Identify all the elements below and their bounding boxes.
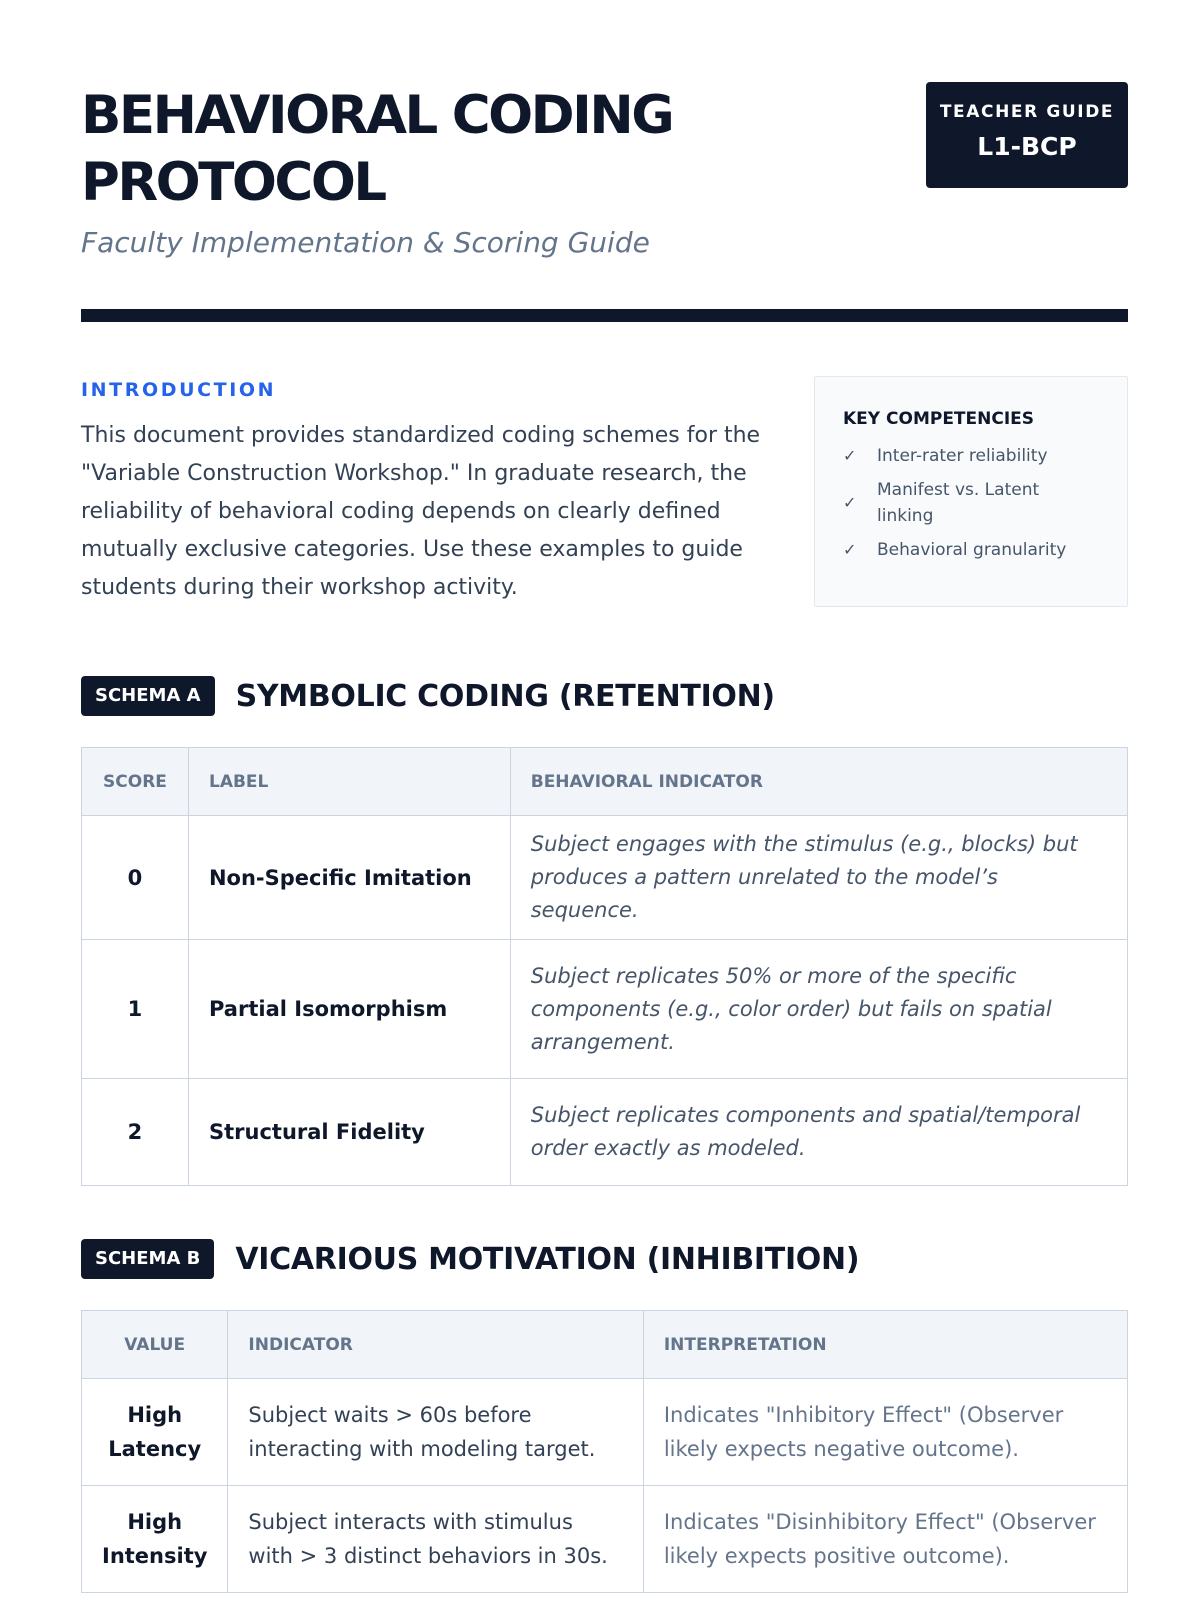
schema-b-tag: SCHEMA B (81, 1239, 214, 1279)
table-row (82, 816, 1128, 940)
table-row (82, 1379, 1128, 1486)
indicator-cell: Subject waits > 60s before interacting with modeling target. (228, 1379, 643, 1486)
list-item (843, 537, 1113, 563)
schema-b-table (81, 1310, 1128, 1593)
competencies-box (814, 376, 1128, 607)
score-cell: 2 (82, 1079, 189, 1186)
guide-badge (926, 82, 1128, 188)
intro-text: This document provides standardized coding schemes for the "Variable Construction Workshop." In graduate research, the reliability of behavioral coding depends on clearly defined mutually exclusive categories. Use these examples to guide students during their workshop activity. (81, 423, 761, 600)
list-item (843, 477, 1113, 529)
check-icon: ✓ (843, 493, 857, 512)
column-header-label: LABEL (188, 748, 510, 816)
guide-badge-code: L1-BCP (977, 132, 1077, 161)
check-icon: ✓ (843, 446, 857, 465)
column-header-score: SCORE (82, 748, 189, 816)
interpretation-cell: Indicates "Disinhibitory Effect" (Observer likely expects positive outcome). (643, 1486, 1127, 1593)
competencies-heading: KEY COMPETENCIES (843, 409, 1035, 429)
value-cell: High Latency (82, 1379, 228, 1486)
guide-badge-label: TEACHER GUIDE (939, 102, 1115, 122)
indicator-cell: Subject replicates 50% or more of the specific components (e.g., color order) but fails on spatial arrangement. (510, 940, 1127, 1079)
label-cell: Non-Specific Imitation (188, 816, 510, 940)
table-row (82, 940, 1128, 1079)
column-header-indicator: BEHAVIORAL INDICATOR (510, 748, 1127, 816)
schema-a-tag: SCHEMA A (81, 676, 215, 716)
column-header-interpretation: INTERPRETATION (643, 1311, 1127, 1379)
score-cell: 0 (82, 816, 189, 940)
indicator-cell: Subject interacts with stimulus with > 3 distinct behaviors in 30s. (228, 1486, 643, 1593)
indicator-cell: Subject engages with the stimulus (e.g., blocks) but produces a pattern unrelated to the model’s sequence. (510, 816, 1127, 940)
interpretation-cell: Indicates "Inhibitory Effect" (Observer likely expects negative outcome). (643, 1379, 1127, 1486)
competencies-list (843, 443, 1113, 571)
score-cell: 1 (82, 940, 189, 1079)
competency-label: Manifest vs. Latent linking (877, 480, 1040, 526)
column-header-value: VALUE (82, 1311, 228, 1379)
table-header-row (82, 748, 1128, 816)
label-cell: Structural Fidelity (188, 1079, 510, 1186)
label-cell: Partial Isomorphism (188, 940, 510, 1079)
indicator-cell: Subject replicates components and spatial/temporal order exactly as modeled. (510, 1079, 1127, 1186)
schema-a-heading (81, 676, 775, 716)
schema-a-table (81, 747, 1128, 1186)
title-line-2: PROTOCOL (81, 152, 385, 213)
intro-heading: INTRODUCTION (81, 379, 277, 401)
value-cell: High Intensity (82, 1486, 228, 1593)
schema-a-title: SYMBOLIC CODING (RETENTION) (235, 678, 775, 714)
page-title (81, 82, 841, 216)
competency-label: Inter-rater reliability (877, 446, 1048, 466)
page-subtitle: Faculty Implementation & Scoring Guide (81, 226, 650, 259)
list-item (843, 443, 1113, 469)
check-icon: ✓ (843, 540, 857, 559)
header-divider (81, 309, 1128, 322)
table-row (82, 1079, 1128, 1186)
header (81, 82, 1128, 282)
table-row (82, 1486, 1128, 1593)
column-header-indicator: INDICATOR (228, 1311, 643, 1379)
schema-b-heading (81, 1239, 859, 1279)
competency-label: Behavioral granularity (877, 540, 1067, 560)
document-page (81, 0, 1128, 1600)
schema-b-title: VICARIOUS MOTIVATION (INHIBITION) (235, 1241, 860, 1277)
title-line-1: BEHAVIORAL CODING (81, 85, 673, 146)
table-header-row (82, 1311, 1128, 1379)
